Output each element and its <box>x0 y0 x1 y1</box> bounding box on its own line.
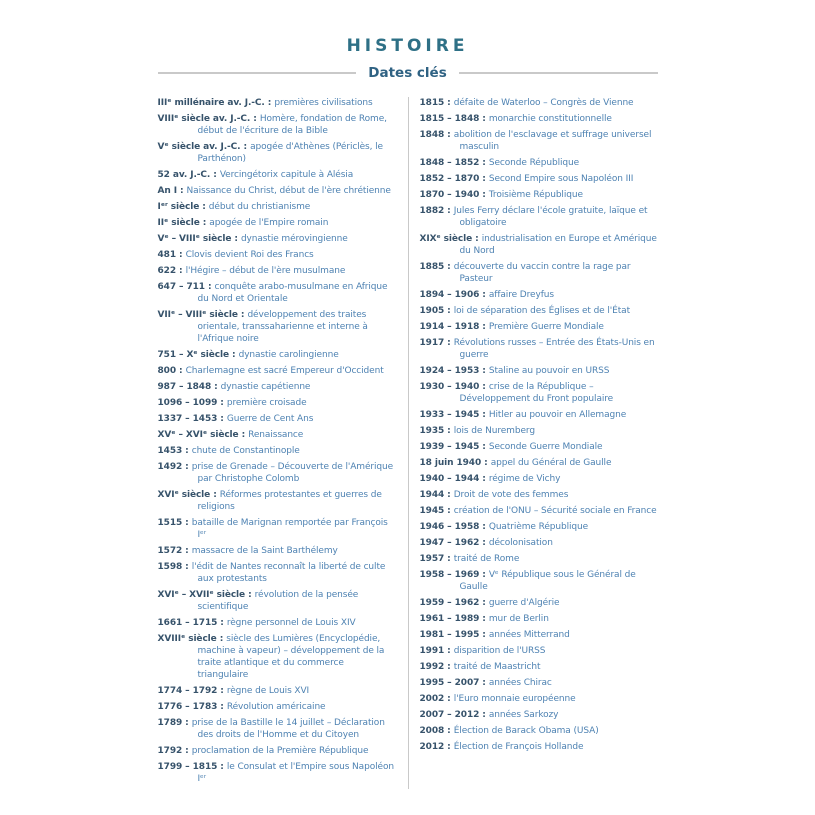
entry-date: VIIIᵉ siècle av. J.-C. : <box>157 114 260 124</box>
date-entry <box>420 233 658 257</box>
date-entry <box>158 249 397 261</box>
entry-date: 1848 : <box>419 130 454 140</box>
date-entry <box>158 461 397 485</box>
entry-date: 1991 : <box>419 646 454 656</box>
document-page <box>158 0 658 789</box>
date-entry <box>158 169 397 181</box>
date-entry <box>420 569 658 593</box>
entry-text: premières civilisations <box>274 98 373 108</box>
date-entry <box>420 261 658 285</box>
entry-text: appel du Général de Gaulle <box>490 458 612 468</box>
entry-date: Vᵉ – VIIIᵉ siècle : <box>157 234 241 244</box>
date-entry <box>420 613 658 625</box>
entry-text: Élection de François Hollande <box>453 742 584 752</box>
entry-text: Première Guerre Mondiale <box>488 322 604 332</box>
entry-text: développement des traites orientale, transsaharienne et interne à l'Afrique noire <box>197 310 368 344</box>
entry-text: industrialisation en Europe et Amérique du Nord <box>459 234 657 256</box>
entry-text: apogée d'Athènes (Périclès, le Parthénon) <box>197 142 383 164</box>
entry-text: prise de la Bastille le 14 juillet – Déclaration des droits de l'Homme et du Citoyen <box>191 718 385 740</box>
entry-text: dynastie mérovingienne <box>240 234 348 244</box>
date-entry <box>420 337 658 361</box>
date-entry <box>158 685 397 697</box>
date-entry <box>420 321 658 333</box>
date-entry <box>158 489 397 513</box>
entry-text: années Sarkozy <box>488 710 559 720</box>
date-entry <box>420 157 658 169</box>
date-entry <box>420 97 658 109</box>
date-entry <box>158 185 397 197</box>
entry-date: 1492 : <box>157 462 192 472</box>
entry-date: IIᵉ siècle : <box>157 218 210 228</box>
entry-date: 1337 – 1453 : <box>157 414 227 424</box>
entry-date: 1914 – 1918 : <box>419 322 489 332</box>
date-entry <box>420 425 658 437</box>
left-column <box>158 97 408 789</box>
subtitle-rule-right <box>459 72 658 74</box>
date-entry <box>158 233 397 245</box>
entry-date: 1789 : <box>157 718 192 728</box>
entry-date: XVᵉ – XVIᵉ siècle : <box>157 430 249 440</box>
entry-text: mur de Berlin <box>488 614 549 624</box>
entry-text: Seconde République <box>488 158 580 168</box>
entry-text: années Mitterrand <box>488 630 570 640</box>
date-entry <box>158 365 397 377</box>
entry-text: l'Hégire – début de l'ère musulmane <box>185 266 346 276</box>
entry-date: 2007 – 2012 : <box>419 710 489 720</box>
entry-date: Iᵉʳ siècle : <box>157 202 209 212</box>
entry-text: Troisième République <box>488 190 583 200</box>
entry-date: 1776 – 1783 : <box>157 702 227 712</box>
entry-text: prise de Grenade – Découverte de l'Amérique par Christophe Colomb <box>191 462 394 484</box>
entry-text: règne personnel de Louis XIV <box>226 618 356 628</box>
entry-text: décolonisation <box>488 538 553 548</box>
date-entry <box>158 113 397 137</box>
entry-date: 1882 : <box>419 206 454 216</box>
date-entry <box>420 289 658 301</box>
entry-text: Quatrième République <box>488 522 589 532</box>
entry-date: An I : <box>157 186 187 196</box>
date-entry <box>420 457 658 469</box>
entry-date: 2012 : <box>419 742 454 752</box>
date-entry <box>158 381 397 393</box>
entry-date: 1815 – 1848 : <box>419 114 489 124</box>
entry-date: 1799 – 1815 : <box>157 762 227 772</box>
entry-text: première croisade <box>226 398 307 408</box>
entry-date: 1924 – 1953 : <box>419 366 489 376</box>
date-entry <box>420 661 658 673</box>
entry-date: 1885 : <box>419 262 454 272</box>
entry-text: bataille de Marignan remportée par François Iᵉʳ <box>191 518 388 540</box>
entry-date: 800 : <box>157 366 186 376</box>
subtitle-row <box>158 65 658 81</box>
date-entry <box>420 205 658 229</box>
date-entry <box>420 173 658 185</box>
date-entry <box>158 617 397 629</box>
entry-date: 1905 : <box>419 306 454 316</box>
entry-date: 1935 : <box>419 426 454 436</box>
date-entry <box>158 761 397 785</box>
entry-date: 1940 – 1944 : <box>419 474 489 484</box>
entry-text: siècle des Lumières (Encyclopédie, machine à vapeur) – développement de la traite atlantique et du commerce triangulaire <box>197 634 385 680</box>
page-title: HISTOIRE <box>346 36 469 56</box>
right-column <box>408 97 658 789</box>
entry-date: 1959 – 1962 : <box>419 598 489 608</box>
entry-date: 987 – 1848 : <box>157 382 221 392</box>
entry-date: 1870 – 1940 : <box>419 190 489 200</box>
entry-text: disparition de l'URSS <box>453 646 546 656</box>
entry-text: traité de Rome <box>453 554 520 564</box>
entry-date: 622 : <box>157 266 186 276</box>
entry-text: Vercingétorix capitule à Alésia <box>219 170 354 180</box>
entry-text: Révolution américaine <box>226 702 326 712</box>
entry-date: 481 : <box>157 250 186 260</box>
date-entry <box>420 537 658 549</box>
date-entry <box>158 141 397 165</box>
entry-text: Seconde Guerre Mondiale <box>488 442 603 452</box>
entry-text: monarchie constitutionnelle <box>488 114 612 124</box>
date-entry <box>420 365 658 377</box>
entry-date: 52 av. J.-C. : <box>157 170 220 180</box>
entry-text: guerre d'Algérie <box>488 598 560 608</box>
date-entry <box>158 745 397 757</box>
entry-date: 1933 – 1945 : <box>419 410 489 420</box>
entry-text: Clovis devient Roi des Francs <box>185 250 314 260</box>
entry-text: Homère, fondation de Rome, début de l'écriture de la Bible <box>197 114 387 136</box>
date-entry <box>158 517 397 541</box>
entry-date: 1852 – 1870 : <box>419 174 489 184</box>
date-entry <box>158 413 397 425</box>
entry-date: 1947 – 1962 : <box>419 538 489 548</box>
date-entry <box>420 553 658 565</box>
date-entry <box>158 589 397 613</box>
entry-text: défaite de Waterloo – Congrès de Vienne <box>453 98 634 108</box>
entry-date: 1598 : <box>157 562 192 572</box>
date-entry <box>420 693 658 705</box>
entry-date: 1944 : <box>419 490 454 500</box>
entry-text: crise de la République – Développement du Front populaire <box>459 382 614 404</box>
date-entry <box>420 473 658 485</box>
entry-date: 1939 – 1945 : <box>419 442 489 452</box>
key-dates-list <box>158 97 658 789</box>
entry-text: loi de séparation des Églises et de l'État <box>453 306 631 316</box>
entry-date: 1992 : <box>419 662 454 672</box>
entry-date: XVIᵉ siècle : <box>157 490 220 500</box>
date-entry <box>158 281 397 305</box>
entry-date: IIIᵉ millénaire av. J.-C. : <box>157 98 275 108</box>
date-entry <box>158 349 397 361</box>
entry-text: années Chirac <box>488 678 552 688</box>
entry-date: 1572 : <box>157 546 192 556</box>
entry-date: 1930 – 1940 : <box>419 382 489 392</box>
entry-date: 2002 : <box>419 694 454 704</box>
date-entry <box>420 381 658 405</box>
date-entry <box>158 429 397 441</box>
entry-date: 1946 – 1958 : <box>419 522 489 532</box>
date-entry <box>158 717 397 741</box>
entry-date: 751 – Xᵉ siècle : <box>157 350 239 360</box>
page-subtitle: Dates clés <box>368 65 447 81</box>
entry-text: Droit de vote des femmes <box>453 490 569 500</box>
entry-text: Jules Ferry déclare l'école gratuite, laïque et obligatoire <box>453 206 648 228</box>
date-entry <box>158 561 397 585</box>
subtitle-rule-left <box>158 72 357 74</box>
entry-text: Renaissance <box>248 430 304 440</box>
entry-text: apogée de l'Empire romain <box>209 218 329 228</box>
date-entry <box>420 441 658 453</box>
entry-text: chute de Constantinople <box>191 446 300 456</box>
date-entry <box>420 113 658 125</box>
entry-text: régime de Vichy <box>488 474 561 484</box>
entry-date: 1661 – 1715 : <box>157 618 227 628</box>
entry-text: lois de Nuremberg <box>453 426 535 436</box>
date-entry <box>420 709 658 721</box>
date-entry <box>158 217 397 229</box>
entry-text: l'Euro monnaie européenne <box>453 694 576 704</box>
date-entry <box>420 725 658 737</box>
entry-text: abolition de l'esclavage et suffrage universel masculin <box>453 130 652 152</box>
date-entry <box>158 445 397 457</box>
date-entry <box>158 633 397 681</box>
entry-date: XVIIIᵉ siècle : <box>157 634 227 644</box>
entry-date: 1958 – 1969 : <box>419 570 489 580</box>
entry-text: l'édit de Nantes reconnaît la liberté de culte aux protestants <box>191 562 386 584</box>
date-entry <box>158 97 397 109</box>
entry-date: 18 juin 1940 : <box>419 458 491 468</box>
entry-text: règne de Louis XVI <box>226 686 310 696</box>
entry-date: XVIᵉ – XVIIᵉ siècle : <box>157 590 255 600</box>
date-entry <box>158 701 397 713</box>
entry-text: Élection de Barack Obama (USA) <box>453 726 599 736</box>
entry-text: Révolutions russes – Entrée des États-Unis en guerre <box>453 338 655 360</box>
entry-date: 647 – 711 : <box>157 282 215 292</box>
date-entry <box>420 409 658 421</box>
entry-date: 1894 – 1906 : <box>419 290 489 300</box>
entry-text: conquête arabo-musulmane en Afrique du Nord et Orientale <box>197 282 388 304</box>
entry-text: création de l'ONU – Sécurité sociale en France <box>453 506 657 516</box>
date-entry <box>158 545 397 557</box>
entry-date: 1945 : <box>419 506 454 516</box>
date-entry <box>158 201 397 213</box>
date-entry <box>420 677 658 689</box>
date-entry <box>158 265 397 277</box>
entry-text: début du christianisme <box>208 202 311 212</box>
entry-date: 1961 – 1989 : <box>419 614 489 624</box>
entry-text: Naissance du Christ, début de l'ère chrétienne <box>186 186 391 196</box>
entry-text: Charlemagne est sacré Empereur d'Occident <box>185 366 384 376</box>
date-entry <box>420 189 658 201</box>
date-entry <box>420 505 658 517</box>
entry-date: 1774 – 1792 : <box>157 686 227 696</box>
entry-text: massacre de la Saint Barthélemy <box>191 546 338 556</box>
entry-text: Guerre de Cent Ans <box>226 414 314 424</box>
entry-date: 1995 – 2007 : <box>419 678 489 688</box>
entry-text: Staline au pouvoir en URSS <box>488 366 610 376</box>
entry-date: XIXᵉ siècle : <box>419 234 482 244</box>
entry-text: Réformes protestantes et guerres de religions <box>197 490 382 512</box>
date-entry <box>158 397 397 409</box>
entry-text: dynastie capétienne <box>220 382 311 392</box>
date-entry <box>420 305 658 317</box>
entry-date: 1848 – 1852 : <box>419 158 489 168</box>
date-entry <box>420 597 658 609</box>
entry-date: 2008 : <box>419 726 454 736</box>
entry-text: proclamation de la Première République <box>191 746 369 756</box>
date-entry <box>420 645 658 657</box>
entry-date: 1957 : <box>419 554 454 564</box>
entry-date: 1917 : <box>419 338 454 348</box>
entry-date: 1515 : <box>157 518 192 528</box>
entry-text: le Consulat et l'Empire sous Napoléon Iᵉʳ <box>197 762 394 784</box>
date-entry <box>158 309 397 345</box>
entry-text: Second Empire sous Napoléon III <box>488 174 634 184</box>
entry-text: traité de Maastricht <box>453 662 541 672</box>
entry-text: révolution de la pensée scientifique <box>197 590 359 612</box>
entry-date: VIIᵉ – VIIIᵉ siècle : <box>157 310 248 320</box>
entry-date: Vᵉ siècle av. J.-C. : <box>157 142 251 152</box>
entry-date: 1453 : <box>157 446 192 456</box>
entry-date: 1981 – 1995 : <box>419 630 489 640</box>
date-entry <box>420 629 658 641</box>
entry-text: dynastie carolingienne <box>238 350 339 360</box>
entry-text: découverte du vaccin contre la rage par Pasteur <box>453 262 631 284</box>
date-entry <box>420 741 658 753</box>
entry-text: Vᵉ République sous le Général de Gaulle <box>459 570 636 592</box>
entry-text: affaire Dreyfus <box>488 290 554 300</box>
entry-text: Hitler au pouvoir en Allemagne <box>488 410 627 420</box>
entry-date: 1815 : <box>419 98 454 108</box>
entry-date: 1792 : <box>157 746 192 756</box>
entry-date: 1096 – 1099 : <box>157 398 227 408</box>
date-entry <box>420 521 658 533</box>
date-entry <box>420 129 658 153</box>
date-entry <box>420 489 658 501</box>
